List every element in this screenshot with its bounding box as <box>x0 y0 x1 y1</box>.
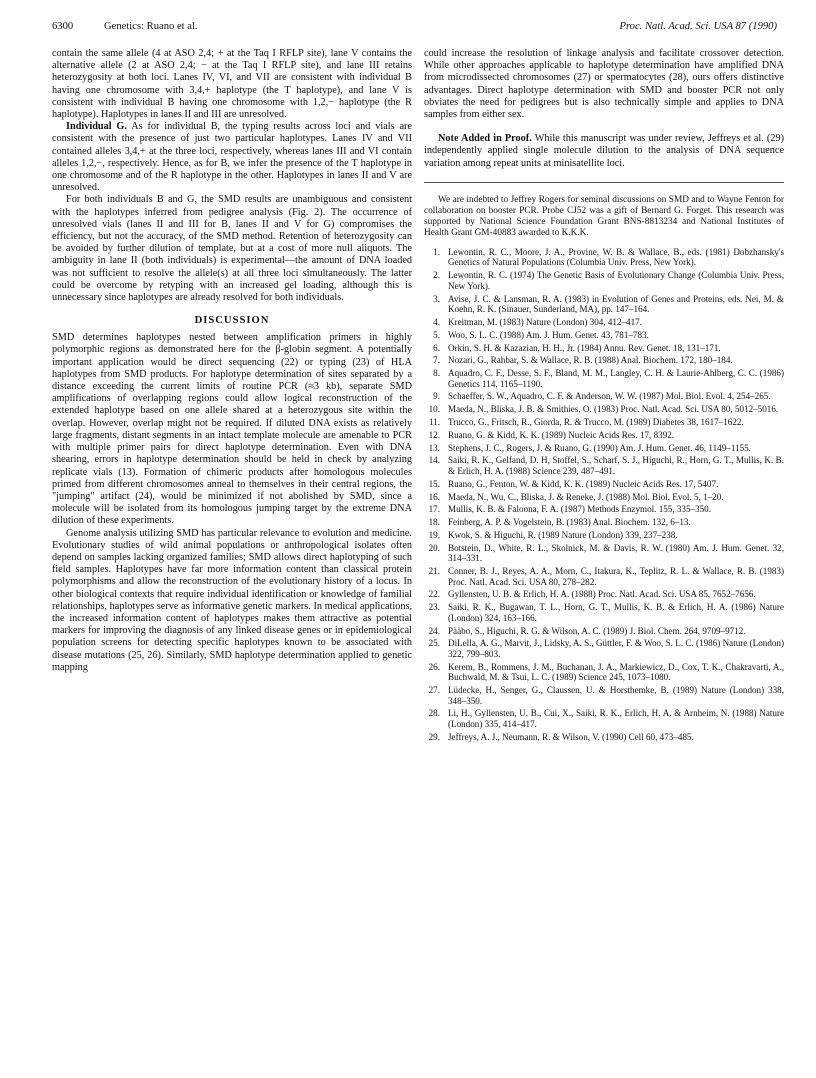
reference-item <box>424 504 784 515</box>
reference-number: 15. <box>428 478 440 489</box>
reference-item <box>424 543 784 564</box>
reference-text: Gyllensten, U. B. & Erlich, H. A. (1988) Proc. Natl. Acad. Sci. USA 85, 7652–7656. <box>448 589 756 600</box>
reference-text: Kwok, S. & Higuchi, R. (1989 Nature (London) 339, 237–238. <box>448 529 678 540</box>
reference-item <box>424 662 784 683</box>
reference-text: Pääbo, S., Higuchi, R. G. & Wilson, A. C. (1989) J. Biol. Chem. 264, 9709–9712. <box>448 625 746 636</box>
reference-text: Mullis, K. B. & Faloona, F. A. (1987) Methods Enzymol. 155, 335–350. <box>448 504 711 515</box>
reference-number: 24. <box>428 625 440 636</box>
reference-number: 29. <box>428 731 440 742</box>
left-column <box>52 48 412 674</box>
reference-item <box>424 602 784 623</box>
reference-text: Avise, J. C. & Lansman, R. A. (1983) in Evolution of Genes and Proteins, eds. Nei, M. & Koehn, R. K. (Sinauer, Sunderland, MA), pp. 147–164. <box>448 293 784 315</box>
reference-item <box>424 589 784 600</box>
reference-number: 16. <box>428 491 440 502</box>
paragraph: For both individuals B and G, the SMD results are unambiguous and consistent with the haplotypes inferred from pedigree analysis (Fig. 2). The occurrence of unresolved vials (lanes II and III for B, lanes II and V for G) compromises the efficiency, but not the accuracy, of the SMD method. Retention of heterozygosity can be avoided by further dilution of template, but at a cost of more null aliquots. The ambiguity in lane II (both individuals) is experimental—the amount of DNA loaded was not sufficient to resolve the allele(s) at all three loci simultaneously. The latter could be overcome by retyping with an increased gel loading, although this is unnecessary since haplotypes are already resolved for both individuals. <box>52 194 412 304</box>
reference-text: Li, H., Gyllensten, U. B., Cui, X., Saiki, R. K., Erlich, H. A. & Arnheim, N. (1988) Nature (London) 335, 414–417. <box>448 708 784 730</box>
reference-text: Schaeffer, S. W., Aquadro, C. F. & Anderson, W. W. (1987) Mol. Biol. Evol. 4, 254–265. <box>448 391 771 402</box>
reference-number: 10. <box>428 404 440 415</box>
reference-text: Saiki, R. K., Bugawan, T. L., Horn, G. T., Mullis, K. B. & Erlich, H. A. (1986) Nature (London) 324, 163–166. <box>448 602 784 623</box>
reference-number: 9. <box>433 391 440 402</box>
reference-item <box>424 443 784 454</box>
reference-item <box>424 479 784 490</box>
reference-item <box>424 685 784 706</box>
reference-text: Saiki, R. K., Gelfand, D. H, Stoffel, S., Scharf, S. J., Higuchi, R., Horn, G. T., Mullis, K. B. & Erlich, H. A. (1988) Science 239, 487–491. <box>448 455 784 476</box>
reference-item <box>424 404 784 415</box>
running-header <box>52 20 777 34</box>
reference-item <box>424 530 784 541</box>
reference-text: Trucco, G., Fritsch, R., Giorda, R. & Trucco, M. (1989) Diabetes 38, 1617–1622. <box>448 417 744 428</box>
paragraph: SMD determines haplotypes nested between amplification primers in highly polymorphic regions as demonstrated here for the β-globin segment. A potentially important application would be direct sequencing (22) or typing (23) of HLA haplotypes from SMD products. For haplotype determination of sites separated by a distance exceeding the current limits of routine PCR (≈3 kb), separate SMD amplifications of overlapping regions could allow logical reconstruction of the extended haplotype based on one allele shared at a heterozygous site within the overlap. However, overlap might not be required. If diluted DNA exists as relatively large fragments, distant segments in an intact template molecule are amenable to PCR with multiple primer pairs for direct haplotype determination. Even with DNA shearing, errors in haplotype determination should be held in check by analyzing replicate vials (13). Formation of chimeric products after homologous molecules primed from different chromosomes anneal to themselves in their central regions, the "jumping" artifact (24), would be minimized if not abolished by SMD, since a molecule will be isolated from its homologous jumping target by the extreme DNA dilution of these experiments. <box>52 332 412 527</box>
paragraph: contain the same allele (4 at ASO 2,4; + at the Taq I RFLP site), lane V contains the alternative allele (2 at ASO 2,4; − at the Taq I RFLP site), and lane III retains heterozygosity at both loci. Lanes IV, VI, and VII are consistent with individual B having one chromosome with 3,4,+ haplotype (the T haplotype), and lane V is consistent with individual B having one chromosome with 1,2,− haplotype (the R haplotype). Haplotypes in lanes II and III are unresolved. <box>52 48 412 121</box>
reference-item <box>424 430 784 441</box>
reference-number: 28. <box>428 708 440 719</box>
note-heading: Note Added in Proof. <box>438 133 532 145</box>
reference-number: 13. <box>428 442 440 453</box>
reference-number: 20. <box>428 542 440 553</box>
reference-text: Woo, S. L. C. (1988) Am. J. Hum. Genet. 43, 781–783. <box>448 329 649 340</box>
paragraph-text: As for individual B, the typing results across loci and vials are consistent with the presence of just two particular haplotypes. Lanes IV and VII contained alleles 3,4,+ at the three loci, respectively, whereas lanes III and VI contain alleles 1,2,−, respectively. Hence, as for B, we infer the presence of the T haplotype in one chromosome and of the R haplotype in the other. Haplotypes in lanes II and V are unresolved. <box>52 121 412 194</box>
reference-number: 26. <box>428 661 440 672</box>
reference-item <box>424 492 784 503</box>
reference-text: Orkin, S. H. & Kazazian, H. H., Jr. (1984) Annu. Rev. Genet. 18, 131–171. <box>448 342 721 353</box>
reference-text: Stephens, J. C., Rogers, J. & Ruano, G. (1990) Am. J. Hum. Genet. 46, 1149–1155. <box>448 442 751 453</box>
journal-citation: Proc. Natl. Acad. Sci. USA 87 (1990) <box>619 21 777 32</box>
reference-number: 8. <box>433 368 440 379</box>
reference-text: Lewontin, R. C., Moore, J. A., Provine, W. B. & Wallace, B., eds. (1981) Dobzhansky's Genetics of Natural Populations (Columbia Univ. Press, New York). <box>448 246 784 268</box>
section-label: Genetics: Ruano et al. <box>104 21 198 32</box>
reference-item <box>424 330 784 341</box>
reference-text: Ruano, G. & Kidd, K. K. (1989) Nucleic Acids Res. 17, 8392. <box>448 429 675 440</box>
reference-number: 22. <box>428 589 440 600</box>
reference-item <box>424 343 784 354</box>
reference-number: 2. <box>433 270 440 281</box>
reference-text: Maeda, N., Bliska, J. B. & Smithies, O. (1983) Proc. Natl. Acad. Sci. USA 80, 5012–5016. <box>448 404 779 415</box>
reference-text: Aquadro, C. F., Desse, S. F., Bland, M. M., Langley, C. H. & Laurie-Ahlberg, C. C. (1986) Genetics 114, 1165–1190. <box>448 368 784 389</box>
reference-text: Maeda, N., Wu, C., Bliska, J. & Reneke, J. (1988) Mol. Biol. Evol. 5, 1–20. <box>448 491 724 502</box>
reference-number: 6. <box>433 342 440 353</box>
paragraph <box>52 121 412 194</box>
reference-text: Nozari, G., Rahbar, S. & Wallace, R. B. (1988) Anal. Biochem. 172, 180–184. <box>448 355 733 366</box>
reference-text: Kerem, B., Rommens, J. M., Buchanan, J. A., Markiewicz, D., Cox, T. K., Chakravarti, A., Buchwald, M. & Tsui, L. C. (1989) Science 245, 1073–1080. <box>448 661 784 683</box>
paragraph: Genome analysis utilizing SMD has particular relevance to evolution and medicine. Evolutionary studies of wild animal populations or anthropological isolates often depend on samples lacking organized families; SMD allows direct haplotyping of such field samples. Haplotypes have far more information content than classical protein polymorphisms and allow the reconstruction of the evolutionary history of a locus. In other biological contexts that require individual identification or knowledge of familial relationships, haplotypes serve as informative genetic markers. In medical applications, the increased information content of haplotypes makes them attractive as potential markers for improving the diagnosis of any linked disease genes or in epidemiological population screens for detecting specific haplotypes known to be associated with disease mutations (25, 26). Similarly, SMD haplotype determination applied to genetic mapping <box>52 527 412 673</box>
page-number: 6300 <box>52 21 74 32</box>
reference-text: Jeffreys, A. J., Neumann, R. & Wilson, V. (1990) Cell 60, 473–485. <box>448 731 694 742</box>
reference-number: 27. <box>428 685 440 696</box>
reference-item <box>424 368 784 389</box>
acknowledgments: We are indebted to Jeffrey Rogers for seminal discussions on SMD and to Wayne Fenton for collaboration on booster PCR. Probe CJ52 was a gift of Bernard G. Forget. This research was supported by National Science Foundation Grant BNS-8813234 and National Institutes of Health Grant GM-40883 awarded to K.K.K. <box>424 194 784 238</box>
right-column <box>424 48 784 745</box>
reference-number: 18. <box>428 517 440 528</box>
reference-number: 21. <box>428 566 440 577</box>
reference-number: 23. <box>428 602 440 613</box>
reference-item <box>424 391 784 402</box>
reference-item <box>424 626 784 637</box>
reference-number: 1. <box>433 246 440 257</box>
reference-text: Lüdecke, H., Senger, G., Claussen, U. & Horsthemke, B. (1989) Nature (London) 338, 348–350. <box>448 685 784 706</box>
discussion-heading: DISCUSSION <box>194 315 270 327</box>
reference-item <box>424 294 784 315</box>
reference-text: DiLella, A. G., Marvit, J., Lidsky, A. S., Güttler, F. & Woo, S. L. C. (1986) Nature (London) 322, 799–803. <box>448 638 784 659</box>
reference-item <box>424 417 784 428</box>
reference-number: 12. <box>428 429 440 440</box>
reference-text: Lewontin, R. C. (1974) The Genetic Basis of Evolutionary Change (Columbia Univ. Press, New York). <box>448 270 784 291</box>
reference-item <box>424 270 784 291</box>
reference-item <box>424 566 784 587</box>
reference-number: 17. <box>428 504 440 515</box>
reference-item <box>424 517 784 528</box>
reference-number: 3. <box>433 293 440 304</box>
reference-number: 14. <box>428 455 440 466</box>
reference-number: 11. <box>428 417 440 428</box>
note-added-in-proof <box>424 133 784 170</box>
note-text: While this manuscript was under review, Jeffreys et al. (29) independently applied single molecule dilution to the analysis of DNA sequence variation among repeat units at minisatellite loci. <box>424 133 784 169</box>
paragraph-heading: Individual G. <box>66 121 127 133</box>
reference-text: Kreitman, M. (1983) Nature (London) 304, 412–417. <box>448 316 642 327</box>
reference-number: 5. <box>433 329 440 340</box>
reference-number: 19. <box>428 529 440 540</box>
reference-number: 7. <box>433 355 440 366</box>
reference-text: Feinberg, A. P. & Vogelstein, B. (1983) Anal. Biochem. 132, 6–13. <box>448 517 691 528</box>
reference-number: 25. <box>428 638 440 649</box>
reference-item <box>424 732 784 743</box>
reference-item <box>424 355 784 366</box>
reference-item <box>424 317 784 328</box>
reference-item <box>424 455 784 476</box>
reference-text: Conner, B. J., Reyes, A. A., Morn, C., Itakura, K., Teplitz, R. L. & Wallace, R. B. (1983) Proc. Natl. Acad. Sci. USA 80, 278–282. <box>448 566 784 587</box>
reference-item <box>424 638 784 659</box>
reference-text: Botstein, D., White, R. L., Skolnick, M. & Davis, R. W. (1980) Am. J. Hum. Genet. 32, 314–331. <box>448 542 784 564</box>
reference-item <box>424 247 784 268</box>
reference-item <box>424 708 784 729</box>
reference-number: 4. <box>433 316 440 327</box>
paragraph: could increase the resolution of linkage analysis and facilitate crossover detection. While other approaches applicable to haplotype determination have amplified DNA from microdissected chromosomes (27) or spermatocytes (28), ours offers distinctive advantages. Direct haplotype determination with SMD and booster PCR not only obviates the need for pedigrees but is also technically simple and applies to DNA samples from either sex. <box>424 48 784 121</box>
reference-list <box>424 247 784 743</box>
divider <box>424 182 784 183</box>
reference-text: Ruano, G., Fenton, W. & Kidd, K. K. (1989) Nucleic Acids Res. 17, 5407. <box>448 478 719 489</box>
